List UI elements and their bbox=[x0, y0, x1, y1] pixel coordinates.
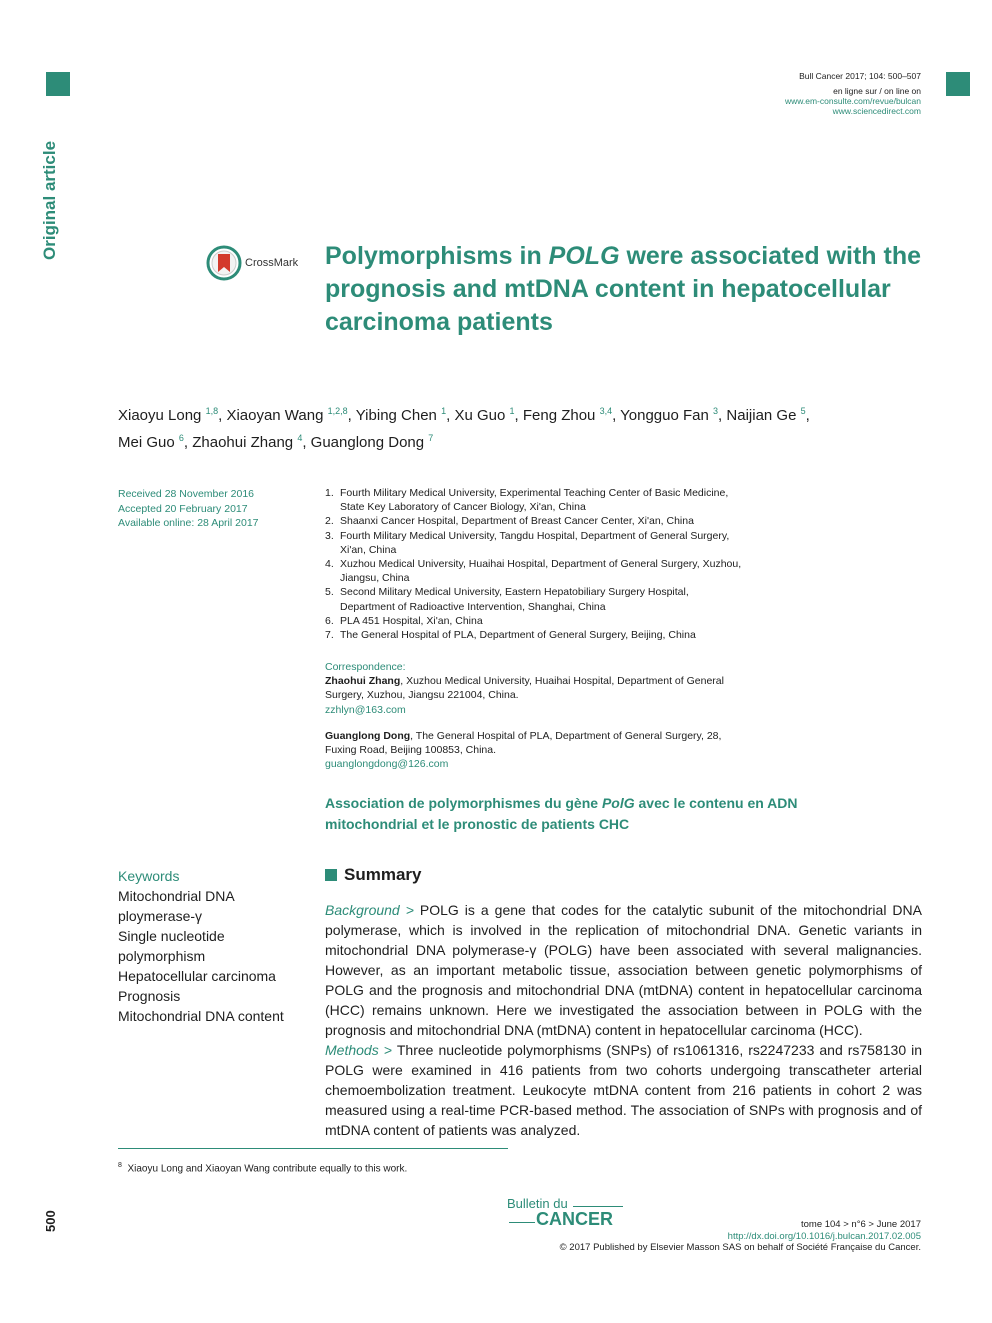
keyword: Mitochondrial DNA bbox=[118, 888, 235, 904]
author: Xu Guo $^1$ bbox=[454, 406, 515, 424]
summary-heading: Summary bbox=[325, 865, 421, 885]
keyword: Single nucleotide bbox=[118, 928, 225, 944]
affiliation-item: 1. Fourth Military Medical University, Experimental Teaching Center of Basic Medicine, State Key Laboratory of Cancer Biology, Xi'an, China bbox=[325, 487, 729, 514]
background-paragraph: Background > POLG is a gene that codes for the catalytic subunit of the mitochondrial DNA polymerase, which is involved in the replication of mitochondrial DNA. Genetic variants in mitochondrial DNA polymerase-γ (POLG) have been associated with several malignancies. However, as an important metabolic tissue, association between genetic polymorphisms of POLG and the prognosis and mitochondrial DNA (mtDNA) content in hepatocellular carcinoma (HCC) remains unknown. Here we investigated the association between in POLG with the prognosis and mitochondrial DNA (mtDNA) content in hepatocellular carcinoma (HCC). bbox=[325, 902, 922, 1038]
accepted-date: Accepted 20 February 2017 bbox=[118, 502, 248, 515]
keywords-block bbox=[118, 866, 308, 1026]
affiliation-item: 3. Fourth Military Medical University, Tangdu Hospital, Department of General Surgery, Xi'an, China bbox=[325, 529, 730, 556]
crossmark-icon bbox=[206, 245, 242, 281]
author: Yongguo Fan $^3$ bbox=[620, 406, 719, 424]
article-dates bbox=[118, 487, 259, 531]
url-em-consulte[interactable]: www.em-consulte.com/revue/bulcan bbox=[784, 96, 921, 106]
journal-reference: Bull Cancer 2017; 104: 500–507 bbox=[799, 71, 921, 81]
corner-square-left bbox=[46, 72, 70, 96]
french-title bbox=[325, 793, 885, 835]
online-label: en ligne sur / on line on bbox=[833, 86, 921, 96]
url-sciencedirect[interactable]: www.sciencedirect.com bbox=[832, 106, 921, 116]
article-title bbox=[325, 240, 935, 339]
keyword: polymorphism bbox=[118, 948, 206, 964]
copyright: © 2017 Published by Elsevier Masson SAS on behalf of Société Française du Cancer. bbox=[559, 1242, 921, 1253]
keywords-heading: Keywords bbox=[118, 868, 180, 884]
keyword: ploymerase-γ bbox=[118, 908, 203, 924]
affiliation-item: 5. Second Military Medical University, Eastern Hepatobiliary Surgery Hospital, Department of Radioactive Intervention, Shanghai, China bbox=[325, 586, 689, 613]
correspondence-heading: Correspondence: bbox=[325, 661, 406, 673]
author: Mei Guo $^6$ bbox=[118, 433, 184, 451]
fr-title-part-2: avec le contenu en ADN mitochondrial et le pronostic de patients CHC bbox=[325, 795, 798, 832]
keyword: Mitochondrial DNA content bbox=[118, 1008, 284, 1024]
affiliation-item: 2. Shaanxi Cancer Hospital, Department of Breast Cancer Center, Xi'an, China bbox=[325, 515, 694, 528]
article-type-label: Original article bbox=[40, 140, 59, 260]
corner-square-right bbox=[946, 72, 970, 96]
title-part-1: Polymorphisms in bbox=[325, 242, 549, 270]
summary-body bbox=[325, 900, 922, 1140]
correspondence-entry-2: Guanglong Dong, The General Hospital of PLA, Department of General Surgery, 28, Fuxing Road, Beijing 100853, China. bbox=[325, 729, 722, 757]
methods-paragraph: Methods > Three nucleotide polymorphisms (SNPs) of rs1061316, rs2247233 and rs758130 in POLG were examined in 416 patients from two cohorts undergoing transcatheter arterial chemoembolization treatment. Leukocyte mtDNA content from 216 patients in cohort 2 was measured using a real-time PCR-based method. The association of SNPs with prognosis and of mtDNA content of patients was analyzed. bbox=[325, 1042, 923, 1138]
keyword: Prognosis bbox=[118, 988, 181, 1004]
author: Zhaohui Zhang $^4$ bbox=[192, 433, 303, 451]
crossmark-badge[interactable] bbox=[206, 245, 298, 281]
title-part-2: were associated with the prognosis and mtDNA content in hepatocellular carcinoma patients bbox=[325, 242, 922, 336]
available-date: Available online: 28 April 2017 bbox=[118, 517, 259, 529]
fr-title-part-1: Association de polymorphismes du gène bbox=[325, 795, 602, 811]
footnote: $^8$ Xiaoyu Long and Xiaoyan Wang contribute equally to this work. bbox=[118, 1162, 408, 1175]
online-block bbox=[785, 86, 921, 116]
footer-info bbox=[560, 1219, 921, 1254]
footnote-divider bbox=[118, 1148, 508, 1149]
square-bullet-icon bbox=[325, 869, 337, 881]
received-date: Received 28 November 2016 bbox=[118, 488, 254, 500]
author: Yibing Chen $^1$ bbox=[355, 406, 447, 424]
author: Xiaoyan Wang $^{1,2,8}$ bbox=[226, 406, 348, 424]
author: Naijian Ge $^5$ bbox=[726, 406, 806, 424]
title-gene: POLG bbox=[548, 242, 620, 270]
author-list: Xiaoyu Long $^{1,8}$, Xiaoyan Wang $^{1,2,8}$, Yibing Chen $^1$, Xu Guo $^1$, Feng Zhou $^{3,4}$, Yongguo Fan $^3$, Naijian Ge $^5$, Mei Guo $^6$, Zhaohui Zhang $^4$, Guanglong Dong $^7$ bbox=[118, 406, 810, 451]
author: Guanglong Dong $^7$ bbox=[310, 433, 434, 451]
page-number: 500 bbox=[43, 1210, 58, 1232]
email-link-1[interactable]: zzhlyn@163.com bbox=[325, 703, 406, 716]
doi-link[interactable]: http://dx.doi.org/10.1016/j.bulcan.2017.02.005 bbox=[727, 1230, 921, 1242]
fr-title-gene: PolG bbox=[601, 795, 635, 811]
correspondence-entry-1: Zhaohui Zhang, Xuzhou Medical University, Huaihai Hospital, Department of General Surgery, Xuzhou, Jiangsu 221004, China. bbox=[325, 675, 724, 702]
correspondence-block bbox=[325, 660, 745, 771]
email-link-2[interactable]: guanglongdong@126.com bbox=[325, 758, 449, 771]
author: Feng Zhou $^{3,4}$ bbox=[522, 406, 613, 424]
issue-info: tome 104 > n°6 > June 2017 bbox=[800, 1219, 921, 1230]
author: Xiaoyu Long $^{1,8}$ bbox=[118, 406, 219, 424]
crossmark-label: CrossMark bbox=[245, 257, 299, 269]
affiliation-list bbox=[325, 486, 745, 642]
affiliation-item: 7. The General Hospital of PLA, Department of General Surgery, Beijing, China bbox=[325, 629, 696, 642]
bulletin-du-cancer-logo: Bulletin du CANCER bbox=[507, 1196, 619, 1230]
affiliation-item: 6. PLA 451 Hospital, Xi'an, China bbox=[325, 614, 483, 627]
affiliation-item: 4. Xuzhou Medical University, Huaihai Hospital, Department of General Surgery, Xuzhou, Jiangsu, China bbox=[325, 558, 742, 585]
keyword: Hepatocellular carcinoma bbox=[118, 968, 276, 984]
